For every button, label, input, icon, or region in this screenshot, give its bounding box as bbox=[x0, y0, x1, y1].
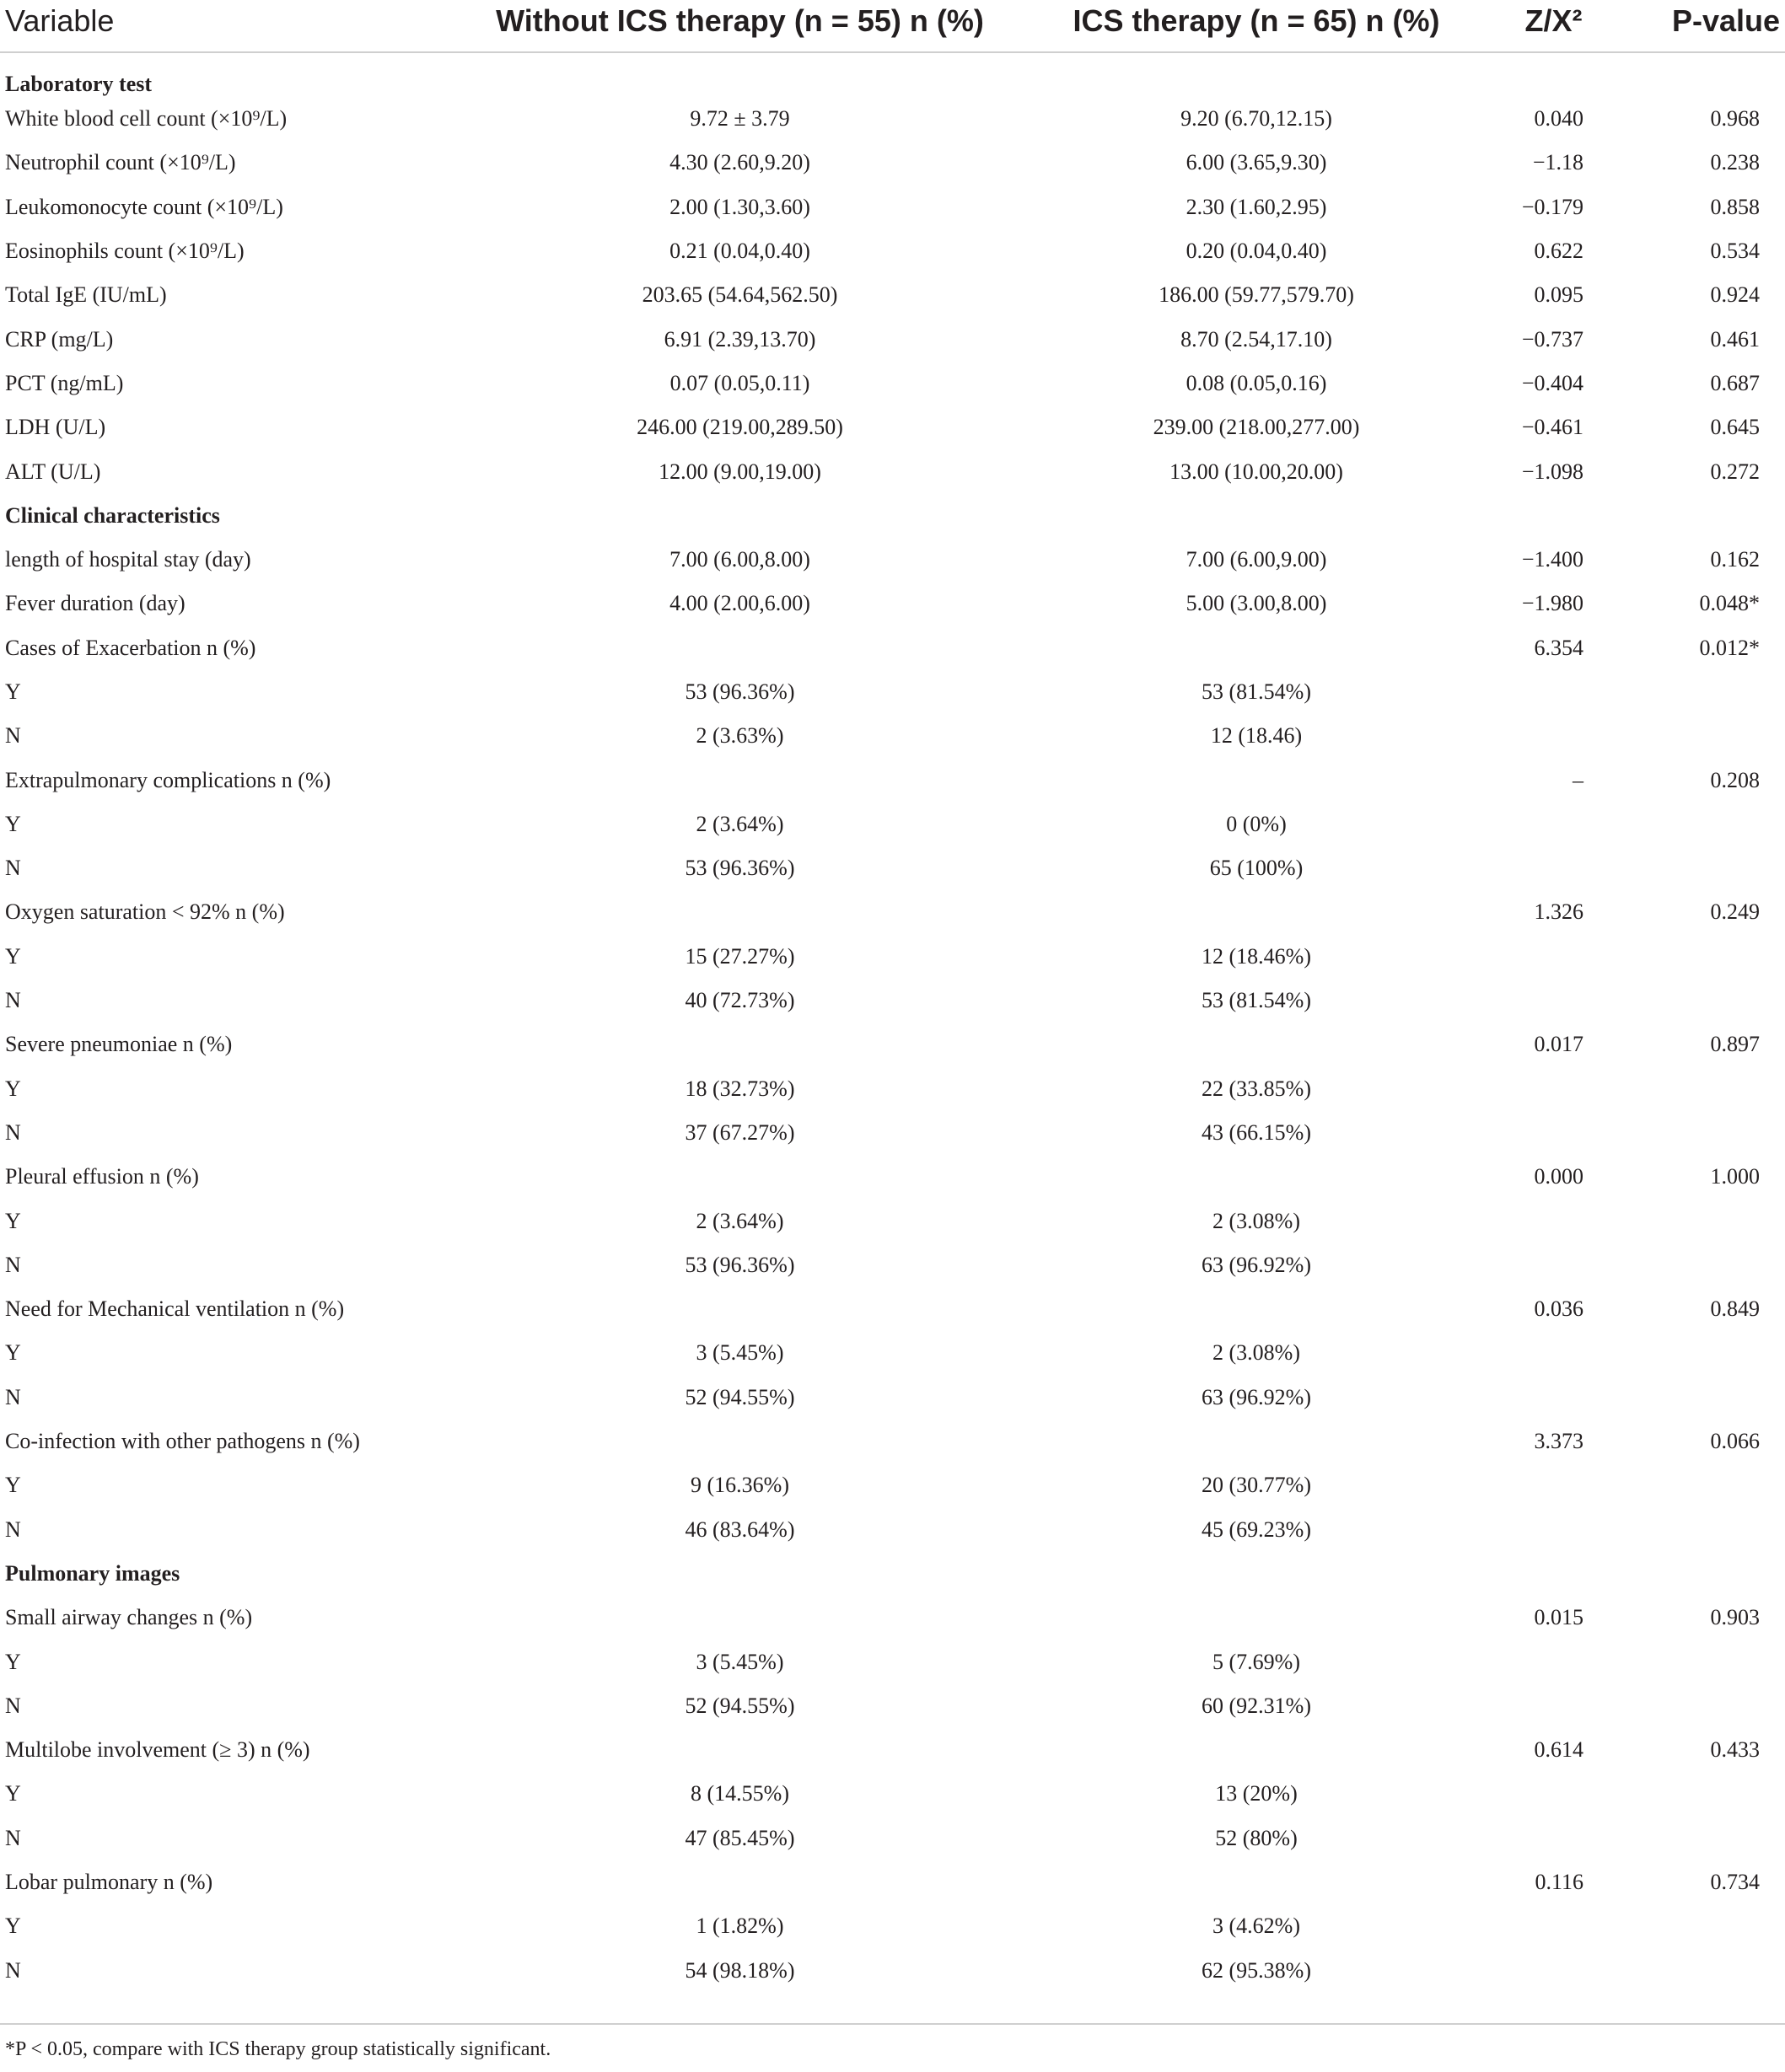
z-x2-cell: 0.095 bbox=[1534, 282, 1583, 308]
variable-cell: Y bbox=[5, 811, 21, 836]
z-x2-cell: −1.980 bbox=[1521, 591, 1583, 616]
without-ics-cell bbox=[447, 1155, 1033, 1199]
table-row bbox=[0, 1420, 1785, 1463]
ics-cell: 22 (33.85%) bbox=[1202, 1076, 1311, 1101]
p-value-cell bbox=[1627, 1817, 1785, 1860]
ics-cell: 13.00 (10.00,20.00) bbox=[1169, 459, 1343, 484]
table-row bbox=[0, 1463, 1785, 1507]
without-ics-cell: 3 (5.45%) bbox=[696, 1340, 784, 1366]
header-z-x2: Z/X² bbox=[1480, 0, 1627, 52]
without-ics-cell bbox=[447, 626, 1033, 670]
table-row bbox=[0, 1376, 1785, 1420]
variable-cell: Y bbox=[5, 1208, 21, 1233]
variable-cell: Y bbox=[5, 1649, 21, 1674]
table-row bbox=[0, 802, 1785, 846]
z-x2-cell bbox=[1480, 1243, 1627, 1287]
footnote: *P < 0.05, compare with ICS therapy group statistically significant. bbox=[5, 2038, 551, 2060]
without-ics-cell: 54 (98.18%) bbox=[685, 1957, 795, 1983]
ics-cell: 45 (69.23%) bbox=[1202, 1516, 1311, 1542]
table-row bbox=[0, 1860, 1785, 1904]
z-x2-cell: 1.326 bbox=[1534, 899, 1583, 925]
without-ics-cell bbox=[447, 1860, 1033, 1904]
p-value-cell bbox=[1627, 1376, 1785, 1420]
p-value-cell bbox=[1627, 1772, 1785, 1816]
table-row bbox=[0, 1817, 1785, 1860]
z-x2-cell: 0.040 bbox=[1534, 106, 1583, 132]
ics-cell bbox=[1033, 1023, 1480, 1066]
z-x2-cell: −1.18 bbox=[1532, 150, 1583, 175]
ics-cell: 20 (30.77%) bbox=[1202, 1473, 1311, 1498]
ics-cell: 9.20 (6.70,12.15) bbox=[1180, 106, 1332, 132]
variable-cell: ALT (U/L) bbox=[5, 459, 101, 484]
ics-cell bbox=[1033, 1728, 1480, 1772]
ics-cell: 63 (96.92%) bbox=[1202, 1252, 1311, 1277]
p-value-cell: 0.048* bbox=[1699, 591, 1760, 616]
without-ics-cell: 8 (14.55%) bbox=[691, 1781, 789, 1806]
z-x2-cell: 0.036 bbox=[1534, 1296, 1583, 1322]
ics-cell: 8.70 (2.54,17.10) bbox=[1180, 326, 1332, 352]
variable-cell: N bbox=[5, 988, 21, 1013]
p-value-cell: 0.249 bbox=[1710, 899, 1760, 925]
z-x2-cell bbox=[1480, 670, 1627, 714]
variable-cell: N bbox=[5, 1119, 21, 1145]
table-row bbox=[0, 1596, 1785, 1640]
ics-cell bbox=[1033, 1420, 1480, 1463]
variable-cell: Oxygen saturation < 92% n (%) bbox=[5, 899, 285, 925]
p-value-cell: 0.162 bbox=[1710, 547, 1760, 572]
p-value-cell: 1.000 bbox=[1710, 1164, 1760, 1189]
variable-cell: Lobar pulmonary n (%) bbox=[5, 1870, 213, 1895]
without-ics-cell: 4.00 (2.00,6.00) bbox=[669, 591, 810, 616]
ics-cell: 12 (18.46) bbox=[1210, 723, 1303, 749]
p-value-cell: 0.272 bbox=[1710, 459, 1760, 484]
table-row bbox=[0, 1155, 1785, 1199]
without-ics-cell: 1 (1.82%) bbox=[696, 1914, 784, 1939]
z-x2-cell bbox=[1480, 979, 1627, 1023]
variable-cell: Y bbox=[5, 1076, 21, 1101]
variable-cell: Leukomonocyte count (×10⁹/L) bbox=[5, 194, 283, 219]
table-row bbox=[0, 1287, 1785, 1331]
z-x2-cell bbox=[1480, 1067, 1627, 1111]
header-variable: Variable bbox=[0, 0, 447, 52]
ics-cell bbox=[1033, 890, 1480, 934]
variable-cell: PCT (ng/mL) bbox=[5, 370, 124, 395]
section-row bbox=[0, 1552, 1785, 1596]
without-ics-cell bbox=[447, 1596, 1033, 1640]
variable-cell: Need for Mechanical ventilation n (%) bbox=[5, 1296, 345, 1322]
p-value-cell: 0.012* bbox=[1699, 635, 1760, 660]
p-value-cell bbox=[1627, 1948, 1785, 1992]
ics-cell: 43 (66.15%) bbox=[1202, 1119, 1311, 1145]
z-x2-cell bbox=[1480, 1817, 1627, 1860]
without-ics-cell: 7.00 (6.00,8.00) bbox=[669, 547, 810, 572]
p-value-cell bbox=[1627, 935, 1785, 979]
p-value-cell: 0.924 bbox=[1710, 282, 1760, 308]
p-value-cell bbox=[1627, 1067, 1785, 1111]
p-value-cell bbox=[1627, 1463, 1785, 1507]
p-value-cell: 0.208 bbox=[1710, 767, 1760, 792]
table-row bbox=[0, 670, 1785, 714]
z-x2-cell bbox=[1480, 1463, 1627, 1507]
ics-cell bbox=[1033, 1596, 1480, 1640]
z-x2-cell bbox=[1480, 1904, 1627, 1948]
table-row bbox=[0, 846, 1785, 890]
without-ics-cell bbox=[447, 1287, 1033, 1331]
table-row bbox=[0, 405, 1785, 449]
variable-cell: length of hospital stay (day) bbox=[5, 547, 251, 572]
ics-cell: 2 (3.08%) bbox=[1212, 1340, 1300, 1366]
variable-cell: Y bbox=[5, 943, 21, 969]
variable-cell: Co-infection with other pathogens n (%) bbox=[5, 1429, 360, 1454]
without-ics-cell: 9 (16.36%) bbox=[691, 1473, 789, 1498]
table-row bbox=[0, 1640, 1785, 1683]
table-row bbox=[0, 1023, 1785, 1066]
z-x2-cell: −0.737 bbox=[1521, 326, 1583, 352]
variable-cell: Extrapulmonary complications n (%) bbox=[5, 767, 331, 792]
without-ics-cell bbox=[447, 890, 1033, 934]
without-ics-cell: 15 (27.27%) bbox=[685, 943, 795, 969]
table-row bbox=[0, 1684, 1785, 1728]
ics-cell: 52 (80%) bbox=[1215, 1825, 1298, 1850]
without-ics-cell: 2 (3.64%) bbox=[696, 1208, 784, 1233]
ics-cell: 0 (0%) bbox=[1226, 811, 1287, 836]
table-row bbox=[0, 758, 1785, 802]
p-value-cell bbox=[1627, 1111, 1785, 1155]
z-x2-cell bbox=[1480, 1199, 1627, 1243]
variable-cell: Pleural effusion n (%) bbox=[5, 1164, 199, 1189]
z-x2-cell bbox=[1480, 1508, 1627, 1552]
z-x2-cell: – bbox=[1573, 767, 1583, 792]
z-x2-cell: −1.400 bbox=[1521, 547, 1583, 572]
ics-cell: 2 (3.08%) bbox=[1212, 1208, 1300, 1233]
without-ics-cell: 203.65 (54.64,562.50) bbox=[642, 282, 838, 308]
p-value-cell bbox=[1627, 1243, 1785, 1287]
section-row bbox=[0, 52, 1785, 97]
ics-cell: 186.00 (59.77,579.70) bbox=[1159, 282, 1354, 308]
z-x2-cell: −1.098 bbox=[1521, 459, 1583, 484]
table-row bbox=[0, 714, 1785, 758]
p-value-cell bbox=[1627, 714, 1785, 758]
table-row bbox=[0, 1067, 1785, 1111]
p-value-cell: 0.858 bbox=[1710, 194, 1760, 219]
z-x2-cell: 0.015 bbox=[1534, 1605, 1583, 1630]
variable-cell: Y bbox=[5, 679, 21, 704]
table-row bbox=[0, 582, 1785, 625]
p-value-cell: 0.849 bbox=[1710, 1296, 1760, 1322]
z-x2-cell: −0.179 bbox=[1521, 194, 1583, 219]
variable-cell: Multilobe involvement (≥ 3) n (%) bbox=[5, 1737, 310, 1763]
section-title: Clinical characteristics bbox=[5, 502, 220, 528]
without-ics-cell: 6.91 (2.39,13.70) bbox=[664, 326, 816, 352]
variable-cell: Total IgE (IU/mL) bbox=[5, 282, 167, 308]
ics-cell bbox=[1033, 1860, 1480, 1904]
without-ics-cell: 9.72 ± 3.79 bbox=[690, 106, 790, 132]
table-row bbox=[0, 1728, 1785, 1772]
table-row bbox=[0, 1508, 1785, 1552]
variable-cell: N bbox=[5, 1252, 21, 1277]
without-ics-cell: 53 (96.36%) bbox=[685, 1252, 795, 1277]
table-row bbox=[0, 1772, 1785, 1816]
without-ics-cell: 52 (94.55%) bbox=[685, 1693, 795, 1718]
z-x2-cell: 0.614 bbox=[1534, 1737, 1583, 1763]
ics-cell: 65 (100%) bbox=[1209, 856, 1304, 881]
table-row bbox=[0, 273, 1785, 317]
without-ics-cell: 18 (32.73%) bbox=[685, 1076, 795, 1101]
header-without-ics: Without ICS therapy (n = 55) n (%) bbox=[447, 0, 1033, 52]
variable-cell: Y bbox=[5, 1340, 21, 1366]
header-p-value: P-value bbox=[1627, 0, 1785, 52]
ics-cell bbox=[1033, 1155, 1480, 1199]
without-ics-cell: 53 (96.36%) bbox=[685, 679, 795, 704]
table-row bbox=[0, 1111, 1785, 1155]
without-ics-cell: 4.30 (2.60,9.20) bbox=[669, 150, 810, 175]
z-x2-cell bbox=[1480, 1640, 1627, 1683]
ics-cell: 12 (18.46%) bbox=[1202, 943, 1311, 969]
ics-cell: 0.08 (0.05,0.16) bbox=[1186, 370, 1327, 395]
ics-cell bbox=[1033, 758, 1480, 802]
without-ics-cell: 53 (96.36%) bbox=[685, 856, 795, 881]
table-row bbox=[0, 935, 1785, 979]
p-value-cell bbox=[1627, 1508, 1785, 1552]
p-value-cell bbox=[1627, 1199, 1785, 1243]
table-row bbox=[0, 97, 1785, 141]
bottom-rule bbox=[0, 2023, 1785, 2025]
without-ics-cell bbox=[447, 1420, 1033, 1463]
table-header-row bbox=[0, 0, 1785, 52]
z-x2-cell: 0.017 bbox=[1534, 1032, 1583, 1057]
ics-cell: 0.20 (0.04,0.40) bbox=[1186, 239, 1327, 264]
without-ics-cell: 37 (67.27%) bbox=[685, 1119, 795, 1145]
table-row bbox=[0, 538, 1785, 582]
p-value-cell bbox=[1627, 802, 1785, 846]
p-value-cell: 0.238 bbox=[1710, 150, 1760, 175]
table-row bbox=[0, 1199, 1785, 1243]
without-ics-cell: 3 (5.45%) bbox=[696, 1649, 784, 1674]
ics-cell: 5 (7.69%) bbox=[1212, 1649, 1300, 1674]
without-ics-cell bbox=[447, 1023, 1033, 1066]
variable-cell: Y bbox=[5, 1781, 21, 1806]
variable-cell: N bbox=[5, 723, 21, 749]
header-ics: ICS therapy (n = 65) n (%) bbox=[1033, 0, 1480, 52]
variable-cell: Fever duration (day) bbox=[5, 591, 185, 616]
z-x2-cell: −0.404 bbox=[1521, 370, 1583, 395]
variable-cell: Severe pneumoniae n (%) bbox=[5, 1032, 233, 1057]
p-value-cell bbox=[1627, 1640, 1785, 1683]
z-x2-cell bbox=[1480, 1376, 1627, 1420]
z-x2-cell: 0.116 bbox=[1535, 1870, 1583, 1895]
z-x2-cell bbox=[1480, 1111, 1627, 1155]
variable-cell: N bbox=[5, 1516, 21, 1542]
table-row bbox=[0, 317, 1785, 361]
table-row bbox=[0, 890, 1785, 934]
ics-cell: 53 (81.54%) bbox=[1202, 988, 1311, 1013]
z-x2-cell: 0.000 bbox=[1534, 1164, 1583, 1189]
ics-cell bbox=[1033, 626, 1480, 670]
z-x2-cell bbox=[1480, 846, 1627, 890]
without-ics-cell: 0.07 (0.05,0.11) bbox=[669, 370, 810, 395]
table-row bbox=[0, 185, 1785, 229]
variable-cell: Y bbox=[5, 1473, 21, 1498]
without-ics-cell: 2 (3.64%) bbox=[696, 811, 784, 836]
variable-cell: N bbox=[5, 1384, 21, 1409]
without-ics-cell: 40 (72.73%) bbox=[685, 988, 795, 1013]
ics-cell: 63 (96.92%) bbox=[1202, 1384, 1311, 1409]
table-row bbox=[0, 979, 1785, 1023]
ics-cell bbox=[1033, 1287, 1480, 1331]
table-row bbox=[0, 449, 1785, 493]
p-value-cell: 0.645 bbox=[1710, 415, 1760, 440]
ics-cell: 5.00 (3.00,8.00) bbox=[1186, 591, 1327, 616]
section-title: Laboratory test bbox=[5, 72, 153, 96]
table-row bbox=[0, 1243, 1785, 1287]
ics-cell: 53 (81.54%) bbox=[1202, 679, 1311, 704]
variable-cell: Cases of Exacerbation n (%) bbox=[5, 635, 256, 660]
p-value-cell bbox=[1627, 1904, 1785, 1948]
z-x2-cell bbox=[1480, 935, 1627, 979]
table-row bbox=[0, 1904, 1785, 1948]
p-value-cell: 0.734 bbox=[1710, 1870, 1760, 1895]
without-ics-cell: 52 (94.55%) bbox=[685, 1384, 795, 1409]
variable-cell: CRP (mg/L) bbox=[5, 326, 114, 352]
table-body bbox=[0, 52, 1785, 1993]
variable-cell: Y bbox=[5, 1914, 21, 1939]
section-row bbox=[0, 494, 1785, 538]
z-x2-cell bbox=[1480, 802, 1627, 846]
p-value-cell: 0.066 bbox=[1710, 1429, 1760, 1454]
variable-cell: N bbox=[5, 856, 21, 881]
without-ics-cell: 12.00 (9.00,19.00) bbox=[659, 459, 821, 484]
section-title: Pulmonary images bbox=[5, 1560, 180, 1586]
table-row bbox=[0, 362, 1785, 405]
p-value-cell bbox=[1627, 1684, 1785, 1728]
z-x2-cell: 3.373 bbox=[1534, 1429, 1583, 1454]
p-value-cell: 0.687 bbox=[1710, 370, 1760, 395]
ics-cell: 13 (20%) bbox=[1215, 1781, 1298, 1806]
variable-cell: Neutrophil count (×10⁹/L) bbox=[5, 150, 236, 175]
variable-cell: Small airway changes n (%) bbox=[5, 1605, 253, 1630]
p-value-cell bbox=[1627, 670, 1785, 714]
without-ics-cell: 47 (85.45%) bbox=[685, 1825, 795, 1850]
without-ics-cell bbox=[447, 1728, 1033, 1772]
ics-cell: 62 (95.38%) bbox=[1202, 1957, 1311, 1983]
z-x2-cell bbox=[1480, 1948, 1627, 1992]
ics-cell: 60 (92.31%) bbox=[1202, 1693, 1311, 1718]
without-ics-cell: 46 (83.64%) bbox=[685, 1516, 795, 1542]
p-value-cell: 0.534 bbox=[1710, 239, 1760, 264]
z-x2-cell bbox=[1480, 1772, 1627, 1816]
variable-cell: N bbox=[5, 1693, 21, 1718]
z-x2-cell: −0.461 bbox=[1521, 415, 1583, 440]
z-x2-cell bbox=[1480, 714, 1627, 758]
z-x2-cell: 6.354 bbox=[1534, 635, 1583, 660]
variable-cell: N bbox=[5, 1957, 21, 1983]
z-x2-cell bbox=[1480, 1331, 1627, 1375]
variable-cell: White blood cell count (×10⁹/L) bbox=[5, 106, 288, 132]
ics-cell: 2.30 (1.60,2.95) bbox=[1186, 194, 1327, 219]
table-row bbox=[0, 141, 1785, 185]
without-ics-cell: 246.00 (219.00,289.50) bbox=[637, 415, 843, 440]
p-value-cell: 0.968 bbox=[1710, 106, 1760, 132]
p-value-cell bbox=[1627, 846, 1785, 890]
ics-cell: 7.00 (6.00,9.00) bbox=[1186, 547, 1327, 572]
z-x2-cell: 0.622 bbox=[1534, 239, 1583, 264]
without-ics-cell bbox=[447, 758, 1033, 802]
p-value-cell: 0.461 bbox=[1710, 326, 1760, 352]
table-row bbox=[0, 626, 1785, 670]
p-value-cell bbox=[1627, 1331, 1785, 1375]
p-value-cell: 0.433 bbox=[1710, 1737, 1760, 1763]
p-value-cell bbox=[1627, 979, 1785, 1023]
p-value-cell: 0.903 bbox=[1710, 1605, 1760, 1630]
variable-cell: N bbox=[5, 1825, 21, 1850]
p-value-cell: 0.897 bbox=[1710, 1032, 1760, 1057]
ics-cell: 3 (4.62%) bbox=[1212, 1914, 1300, 1939]
table-row bbox=[0, 229, 1785, 273]
ics-cell: 239.00 (218.00,277.00) bbox=[1153, 415, 1360, 440]
table-row bbox=[0, 1948, 1785, 1992]
variable-cell: Eosinophils count (×10⁹/L) bbox=[5, 239, 245, 264]
without-ics-cell: 2.00 (1.30,3.60) bbox=[669, 194, 810, 219]
without-ics-cell: 2 (3.63%) bbox=[696, 723, 784, 749]
variable-cell: LDH (U/L) bbox=[5, 415, 106, 440]
ics-cell: 6.00 (3.65,9.30) bbox=[1186, 150, 1327, 175]
table-row bbox=[0, 1331, 1785, 1375]
without-ics-cell: 0.21 (0.04,0.40) bbox=[669, 239, 810, 264]
z-x2-cell bbox=[1480, 1684, 1627, 1728]
